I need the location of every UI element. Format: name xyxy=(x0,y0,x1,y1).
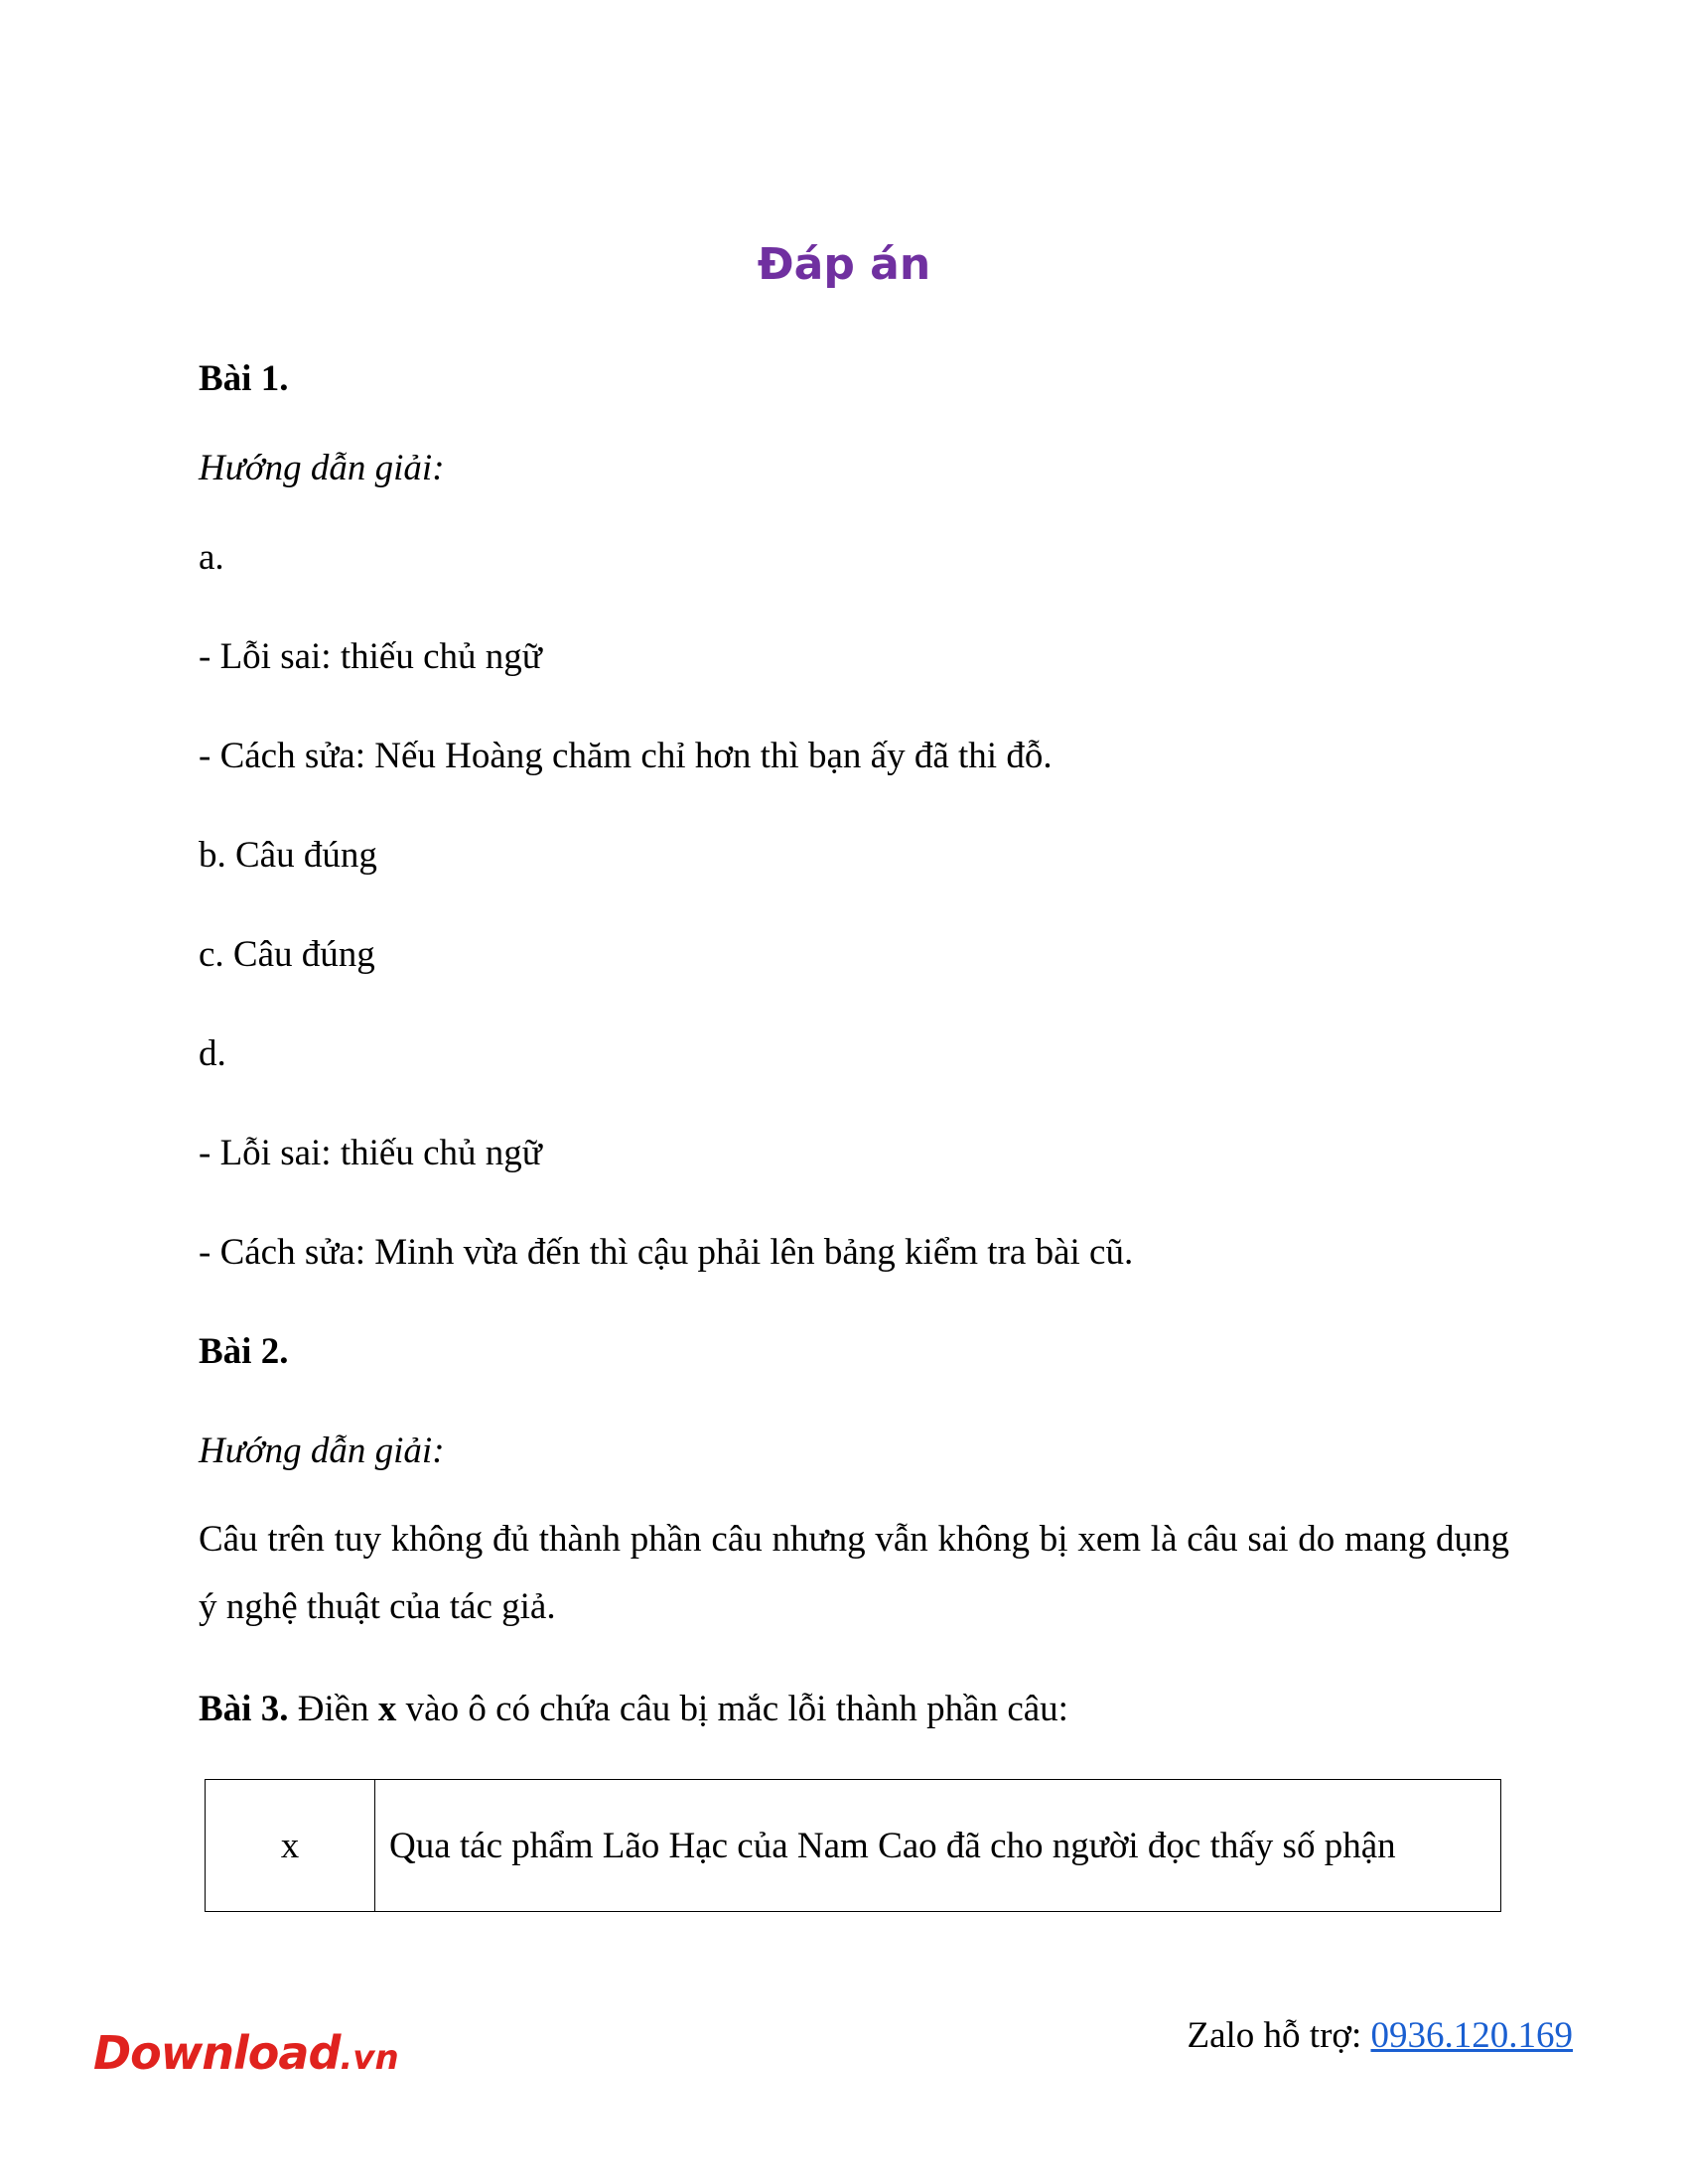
bai3-instruction xyxy=(199,1685,1068,1734)
logo-tld: .vn xyxy=(340,2038,399,2078)
bai1-item-d: d. xyxy=(199,1033,226,1074)
bai3-instruction-before: Điền xyxy=(288,1689,378,1729)
answer-table xyxy=(205,1779,1501,1912)
logo-text: Download xyxy=(93,2026,341,2080)
sentence-cell: Qua tác phẩm Lão Hạc của Nam Cao đã cho người đọc thấy số phận xyxy=(375,1780,1501,1912)
support-label: Zalo hỗ trợ: xyxy=(1187,2015,1371,2056)
bai1-item-b: b. Câu đúng xyxy=(199,835,377,876)
bai1-d-error: - Lỗi sai: thiếu chủ ngữ xyxy=(199,1133,542,1173)
bai1-item-a: a. xyxy=(199,537,224,578)
bai1-heading: Bài 1. xyxy=(199,358,289,399)
table-row xyxy=(206,1780,1501,1912)
bai1-a-fix: - Cách sửa: Nếu Hoàng chăm chỉ hơn thì bạn ấy đã thi đỗ. xyxy=(199,736,1053,776)
download-logo[interactable] xyxy=(93,2023,399,2088)
phone-link[interactable]: 0936.120.169 xyxy=(1370,2015,1573,2056)
bai1-guide-label: Hướng dẫn giải: xyxy=(199,448,445,488)
bai1-d-fix: - Cách sửa: Minh vừa đến thì cậu phải lên bảng kiểm tra bài cũ. xyxy=(199,1232,1134,1273)
bai3-instruction-after: vào ô có chứa câu bị mắc lỗi thành phần câu: xyxy=(396,1689,1068,1729)
bai2-guide-label: Hướng dẫn giải: xyxy=(199,1431,445,1471)
bai1-item-c: c. Câu đúng xyxy=(199,934,375,975)
bai2-heading: Bài 2. xyxy=(199,1331,289,1372)
mark-cell[interactable]: x xyxy=(206,1780,375,1912)
bai3-heading: Bài 3. xyxy=(199,1689,289,1729)
zalo-support xyxy=(1188,2011,1574,2061)
bai2-explanation: Câu trên tuy không đủ thành phần câu nhưng vẫn không bị xem là câu sai do mang dụng ý nghệ thuật của tác giả. xyxy=(199,1519,1509,1627)
bai1-a-error: - Lỗi sai: thiếu chủ ngữ xyxy=(199,636,542,677)
bai3-instruction-mark: x xyxy=(377,1689,397,1729)
page-title: Đáp án xyxy=(757,239,931,290)
